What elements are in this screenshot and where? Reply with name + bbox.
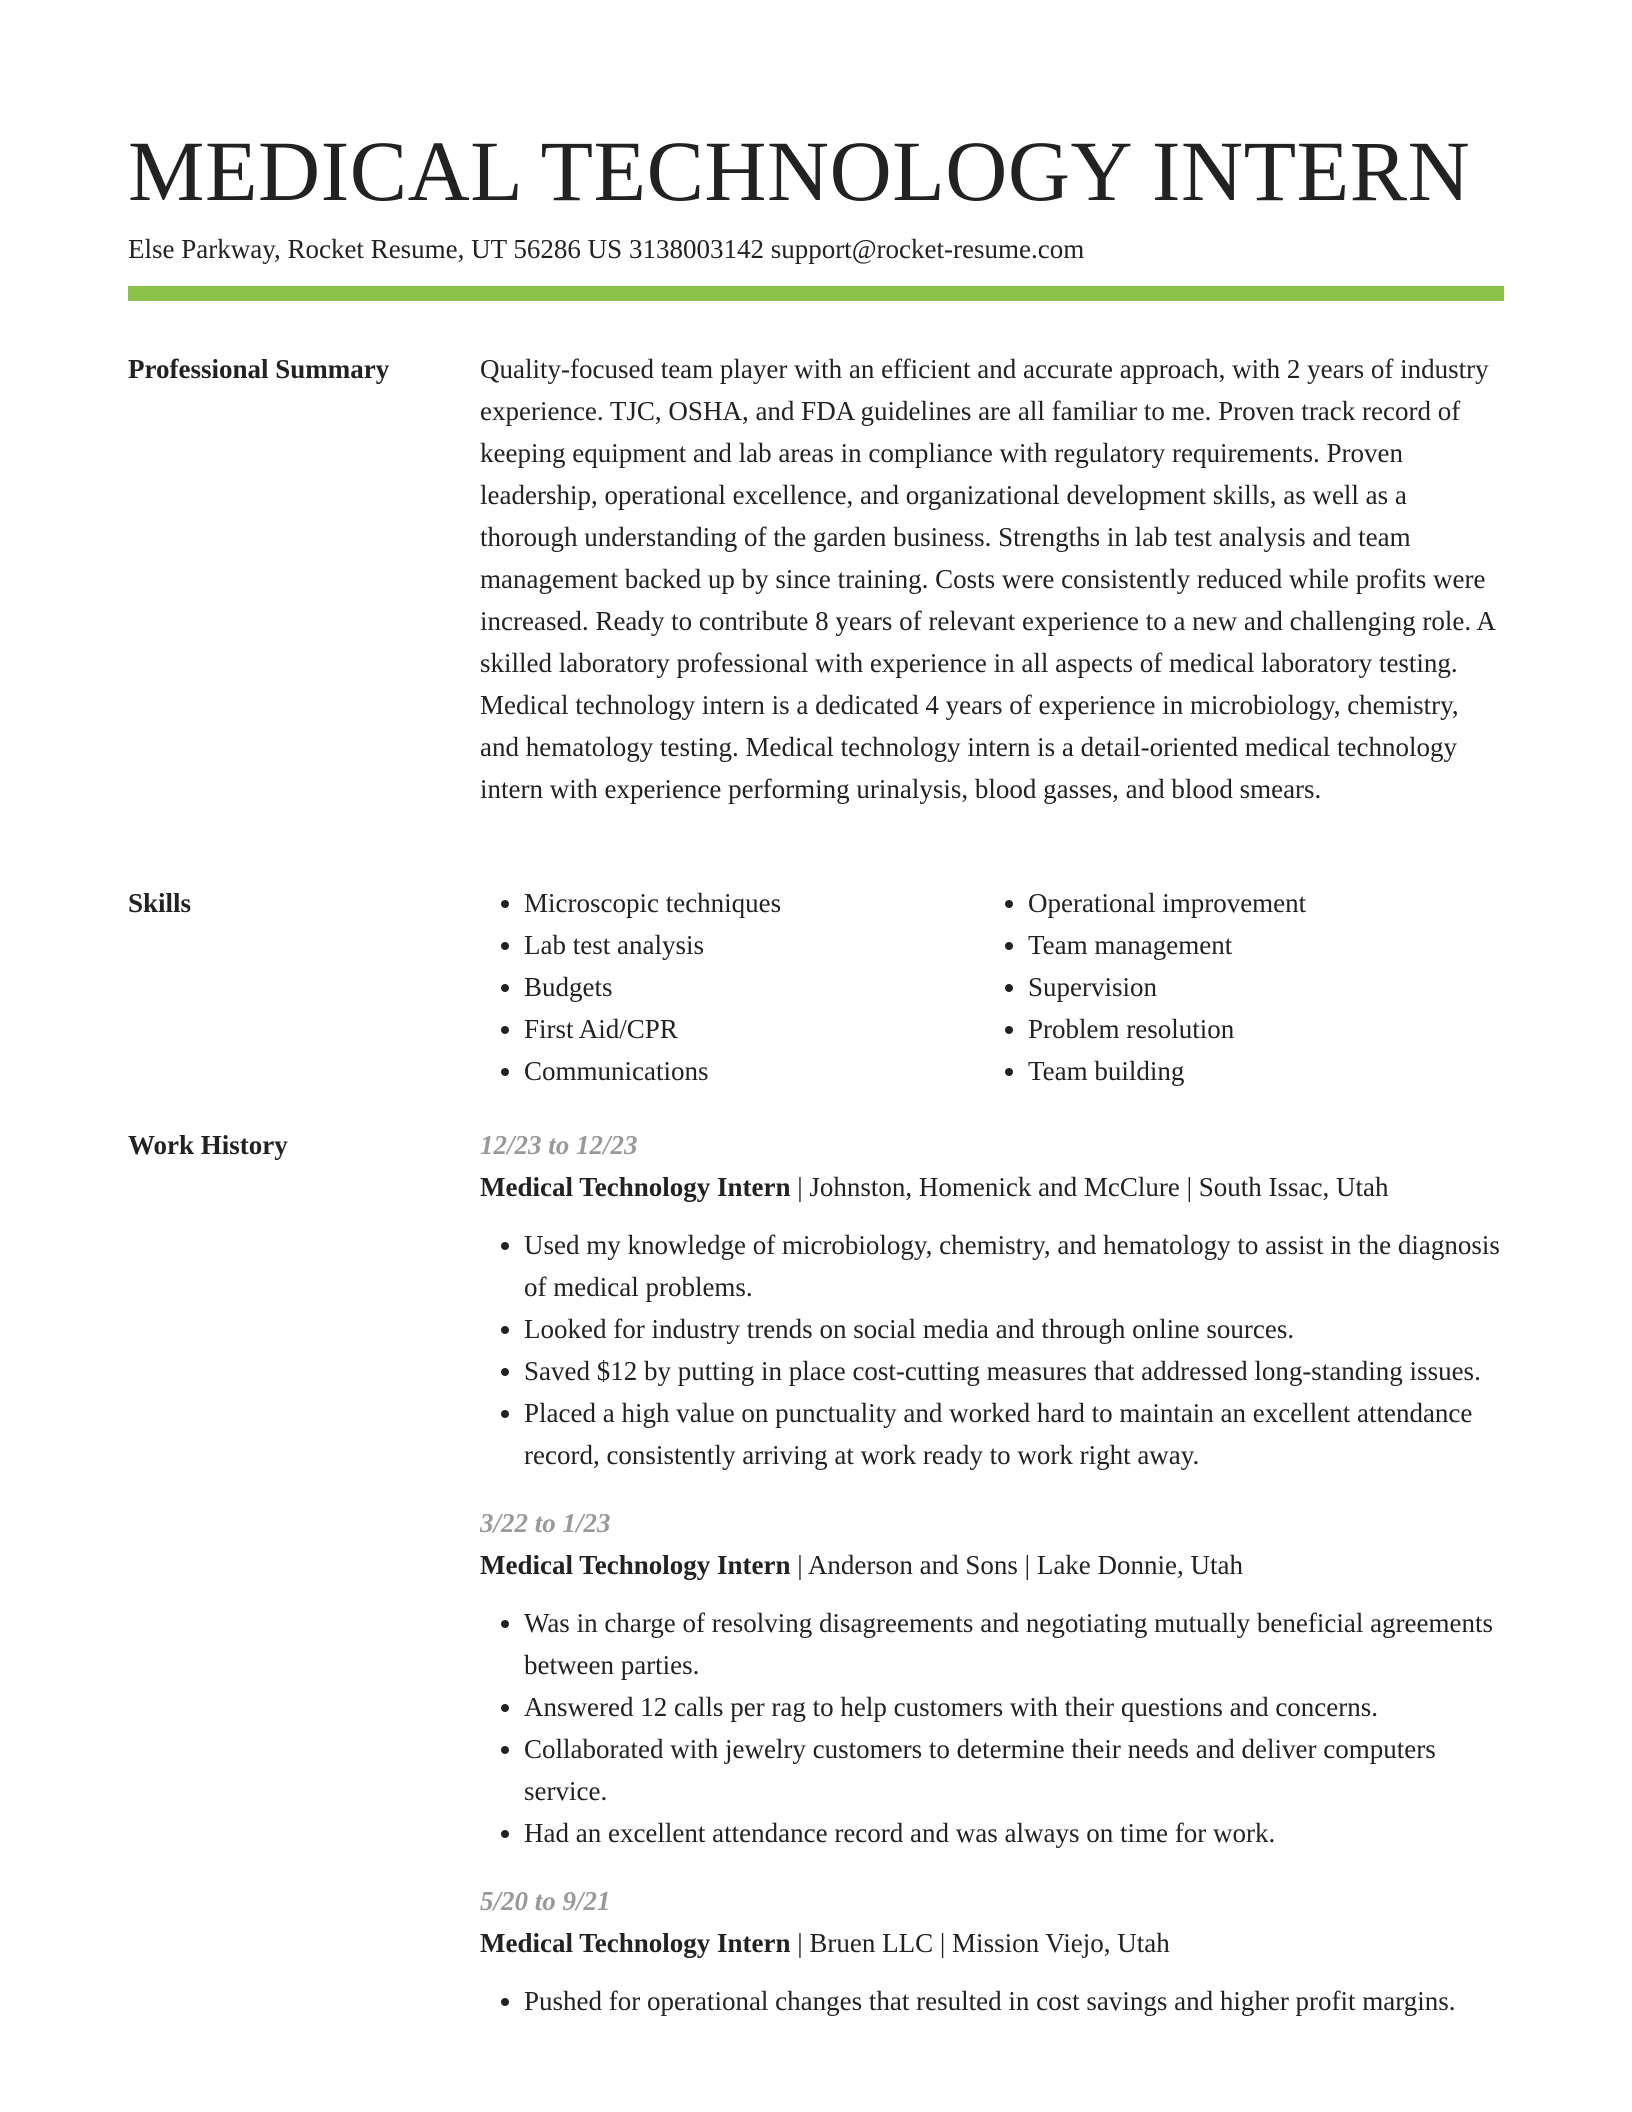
job-entry <box>480 1124 1504 1476</box>
resume-title: MEDICAL TECHNOLOGY INTERN <box>128 123 1471 219</box>
job-heading <box>480 1166 1504 1208</box>
work-history-heading: Work History <box>128 1130 288 1160</box>
job-bullet: • Placed a high value on punctuality and worked hard to maintain an excellent attendance record, consistently arriving at work ready to work right away. <box>524 1392 1504 1476</box>
job-heading <box>480 1544 1504 1586</box>
job-bullet: • Collaborated with jewelry customers to determine their needs and deliver computers service. <box>524 1728 1504 1812</box>
skill-item: • Budgets <box>524 966 984 1008</box>
skill-item: • Microscopic techniques <box>524 882 984 924</box>
job-employer-location: | Anderson and Sons | Lake Donnie, Utah <box>790 1550 1244 1580</box>
job-employer-location: | Bruen LLC | Mission Viejo, Utah <box>790 1928 1170 1958</box>
header-divider <box>128 286 1504 301</box>
skill-item: • Problem resolution <box>1028 1008 1488 1050</box>
summary-heading: Professional Summary <box>128 354 390 384</box>
job-bullet: • Pushed for operational changes that resulted in cost savings and higher profit margins. <box>524 1980 1504 2022</box>
job-title: Medical Technology Intern <box>480 1928 791 1958</box>
job-dates: 5/20 to 9/21 <box>480 1886 611 1916</box>
skills-body <box>480 882 1504 1092</box>
job-bullet: • Saved $12 by putting in place cost-cutting measures that addressed long-standing issues. <box>524 1350 1504 1392</box>
contact-address: Else Parkway, Rocket Resume, UT 56286 US <box>128 234 623 264</box>
job-employer-location: | Johnston, Homenick and McClure | South Issac, Utah <box>790 1172 1389 1202</box>
job-title: Medical Technology Intern <box>480 1550 791 1580</box>
work-history-body <box>480 1124 1504 2048</box>
job-dates: 3/22 to 1/23 <box>480 1508 611 1538</box>
job-entry <box>480 1502 1504 1854</box>
job-bullet-list <box>480 1224 1504 1476</box>
contact-line <box>128 230 1084 268</box>
skill-item: • Communications <box>524 1050 984 1092</box>
skills-list-left <box>480 882 984 1092</box>
skill-item: • Team management <box>1028 924 1488 966</box>
summary-body <box>480 348 1504 810</box>
contact-phone: 3138003142 <box>628 234 764 264</box>
job-bullet: • Answered 12 calls per rag to help customers with their questions and concerns. <box>524 1686 1504 1728</box>
skills-heading: Skills <box>128 888 192 918</box>
job-bullet: • Had an excellent attendance record and was always on time for work. <box>524 1812 1504 1854</box>
contact-email: support@rocket-resume.com <box>770 234 1085 264</box>
job-title: Medical Technology Intern <box>480 1172 791 1202</box>
skills-list-right <box>984 882 1488 1092</box>
job-dates: 12/23 to 12/23 <box>480 1130 638 1160</box>
skill-item: • First Aid/CPR <box>524 1008 984 1050</box>
job-heading <box>480 1922 1504 1964</box>
job-bullet: • Looked for industry trends on social media and through online sources. <box>524 1308 1504 1350</box>
summary-text: Quality-focused team player with an efficient and accurate approach, with 2 years of industry experience. TJC, OSHA, and FDA guidelines are all familiar to me. Proven track record of keeping equipment and lab areas in compliance with regulatory requirements. Proven leadership, operational excellence, and organizational development skills, as well as a thorough understanding of the garden business. Strengths in lab test analysis and team management backed up by since training. Costs were consistently reduced while profits were increased. Ready to contribute 8 years of relevant experience to a new and challenging role. A skilled laboratory professional with experience in all aspects of medical laboratory testing. Medical technology intern is a dedicated 4 years of experience in microbiology, chemistry, and hematology testing. Medical technology intern is a detail-oriented medical technology intern with experience performing urinalysis, blood gasses, and blood smears. <box>480 354 1495 804</box>
job-bullet: • Used my knowledge of microbiology, chemistry, and hematology to assist in the diagnosis of medical problems. <box>524 1224 1504 1308</box>
skill-item: • Team building <box>1028 1050 1488 1092</box>
job-bullet-list <box>480 1602 1504 1854</box>
skill-item: • Operational improvement <box>1028 882 1488 924</box>
job-bullet: • Was in charge of resolving disagreements and negotiating mutually beneficial agreements between parties. <box>524 1602 1504 1686</box>
job-entry <box>480 1880 1504 2022</box>
skill-item: • Supervision <box>1028 966 1488 1008</box>
job-bullet-list <box>480 1980 1504 2022</box>
skill-item: • Lab test analysis <box>524 924 984 966</box>
